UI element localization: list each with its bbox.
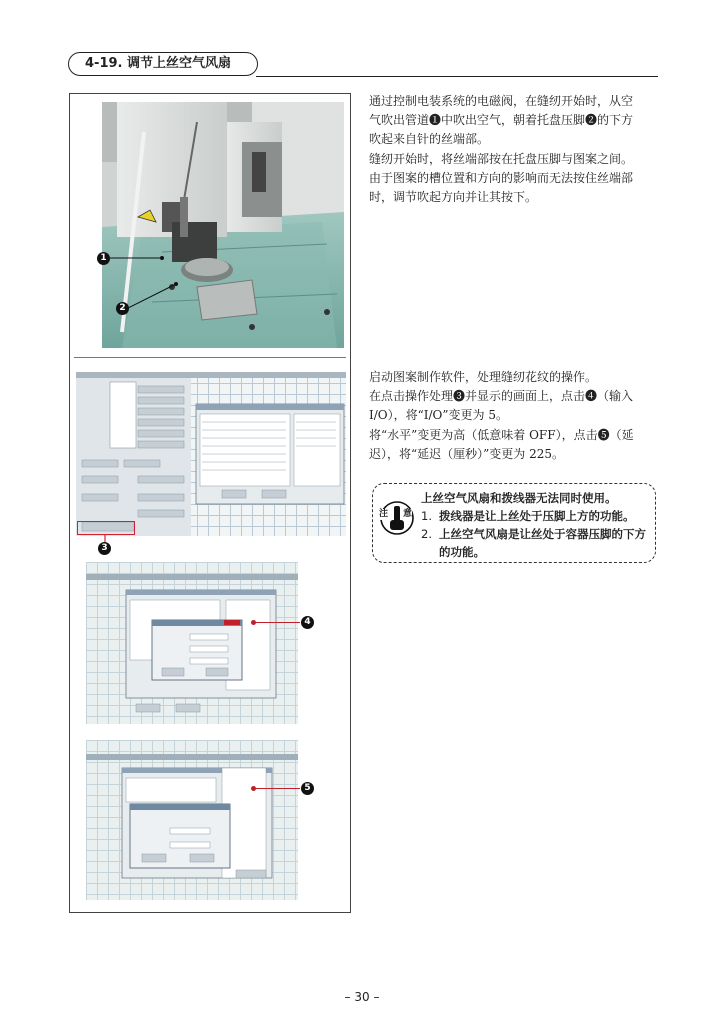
section-header — [68, 52, 658, 80]
notice-item — [421, 525, 653, 561]
callout-5: 5 — [301, 782, 314, 795]
figure-divider — [74, 357, 346, 358]
callout-2-leader — [128, 278, 188, 318]
callout-4-leader — [254, 622, 300, 623]
caution-icon-label-2: 意 — [403, 509, 413, 519]
notice-item-text: 拨线器是让上丝处于压脚上方的功能。 — [439, 509, 635, 523]
caution-hand-icon — [379, 500, 415, 536]
notice-item-text: 上丝空气风扇是让丝处于容器压脚的下方的功能。 — [439, 527, 646, 559]
text-line: I/O），将“I/O”变更为 5。 — [369, 408, 508, 423]
caution-notice — [372, 483, 656, 563]
notice-item-number: 1. — [421, 509, 432, 523]
text-line: 启动图案制作软件，处理缝纫花纹的操作。 — [369, 370, 598, 384]
text-line: 通过控制电装系统的电磁阀，在缝纫开始时，从空 — [369, 94, 634, 108]
description-paragraph-2 — [369, 368, 657, 464]
callout-3: 3 — [98, 542, 111, 555]
title-underline — [256, 76, 658, 77]
text-line: 时，调节吹起方向并让其按下。 — [369, 190, 538, 205]
description-paragraph-1 — [369, 92, 657, 207]
page-number: – 30 – — [344, 990, 380, 1004]
highlight-box-3 — [77, 521, 135, 535]
notice-heading: 上丝空气风扇和拨线器无法同时使用。 — [421, 491, 617, 505]
callout-1: 1 — [97, 252, 110, 265]
software-screenshot-io — [86, 562, 298, 724]
caution-icon-label-1: 注 — [379, 509, 389, 519]
text-line: 气吹出管道❶中吹出空气，朝着托盘压脚❷的下方 — [369, 113, 634, 128]
text-line: 由于图案的槽位置和方向的影响而无法按住丝端部 — [369, 170, 634, 185]
callout-2: 2 — [116, 302, 129, 315]
text-line: 吹起来自针的丝端部。 — [369, 132, 490, 147]
section-title: 4-19. 调节上丝空气风扇 — [68, 52, 258, 76]
software-screenshot-main — [76, 372, 346, 536]
text-line: 将“水平”变更为高（低意味着 OFF），点击❺（延 — [369, 427, 634, 442]
notice-item — [421, 507, 653, 525]
text-line: 缝纫开始时，将丝端部按在托盘压脚与图案之间。 — [369, 151, 634, 166]
text-line: 迟），将“延迟（厘秒）”变更为 225。 — [369, 446, 564, 461]
callout-1-leader — [110, 250, 170, 270]
callout-5-leader — [254, 788, 300, 789]
software-screenshot-delay — [86, 740, 298, 900]
text-line: 在点击操作处理❸并显示的画面上，点击❹（输入 — [369, 389, 634, 404]
notice-item-number: 2. — [421, 527, 432, 541]
callout-4: 4 — [301, 616, 314, 629]
